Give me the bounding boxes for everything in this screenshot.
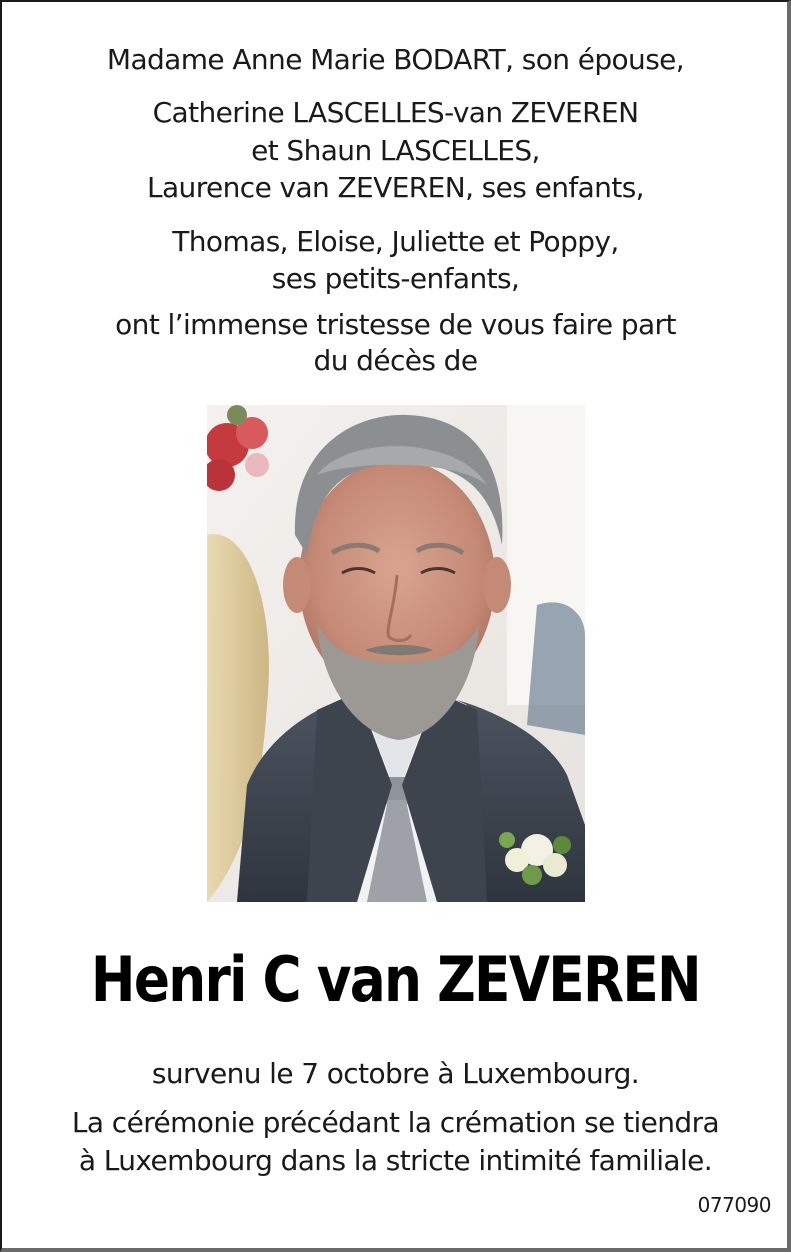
spouse-line: Madame Anne Marie BODART, son épouse, xyxy=(106,43,685,76)
death-date-line: survenu le 7 octobre à Luxembourg. xyxy=(151,1057,640,1090)
announcement-line-2: du décès de xyxy=(313,344,478,377)
reference-number: 077090 xyxy=(697,1193,771,1217)
deceased-name: Henri C van ZEVEREN xyxy=(90,943,700,1016)
ceremony-line-2: à Luxembourg dans la stricte intimité familiale. xyxy=(78,1144,713,1177)
ceremony-line-1: La cérémonie précédant la crémation se tiendra xyxy=(71,1106,720,1139)
announcement-line-1: ont l’immense tristesse de vous faire part xyxy=(115,308,676,341)
grandchildren-line-2: ses petits-enfants, xyxy=(271,262,520,295)
child-line-2: et Shaun LASCELLES, xyxy=(251,134,540,167)
deceased-portrait-photo xyxy=(207,405,585,902)
child-line-1: Catherine LASCELLES-van ZEVEREN xyxy=(152,96,639,129)
child-line-3: Laurence van ZEVEREN, ses enfants, xyxy=(147,171,644,204)
grandchildren-line-1: Thomas, Eloise, Juliette et Poppy, xyxy=(172,225,619,258)
